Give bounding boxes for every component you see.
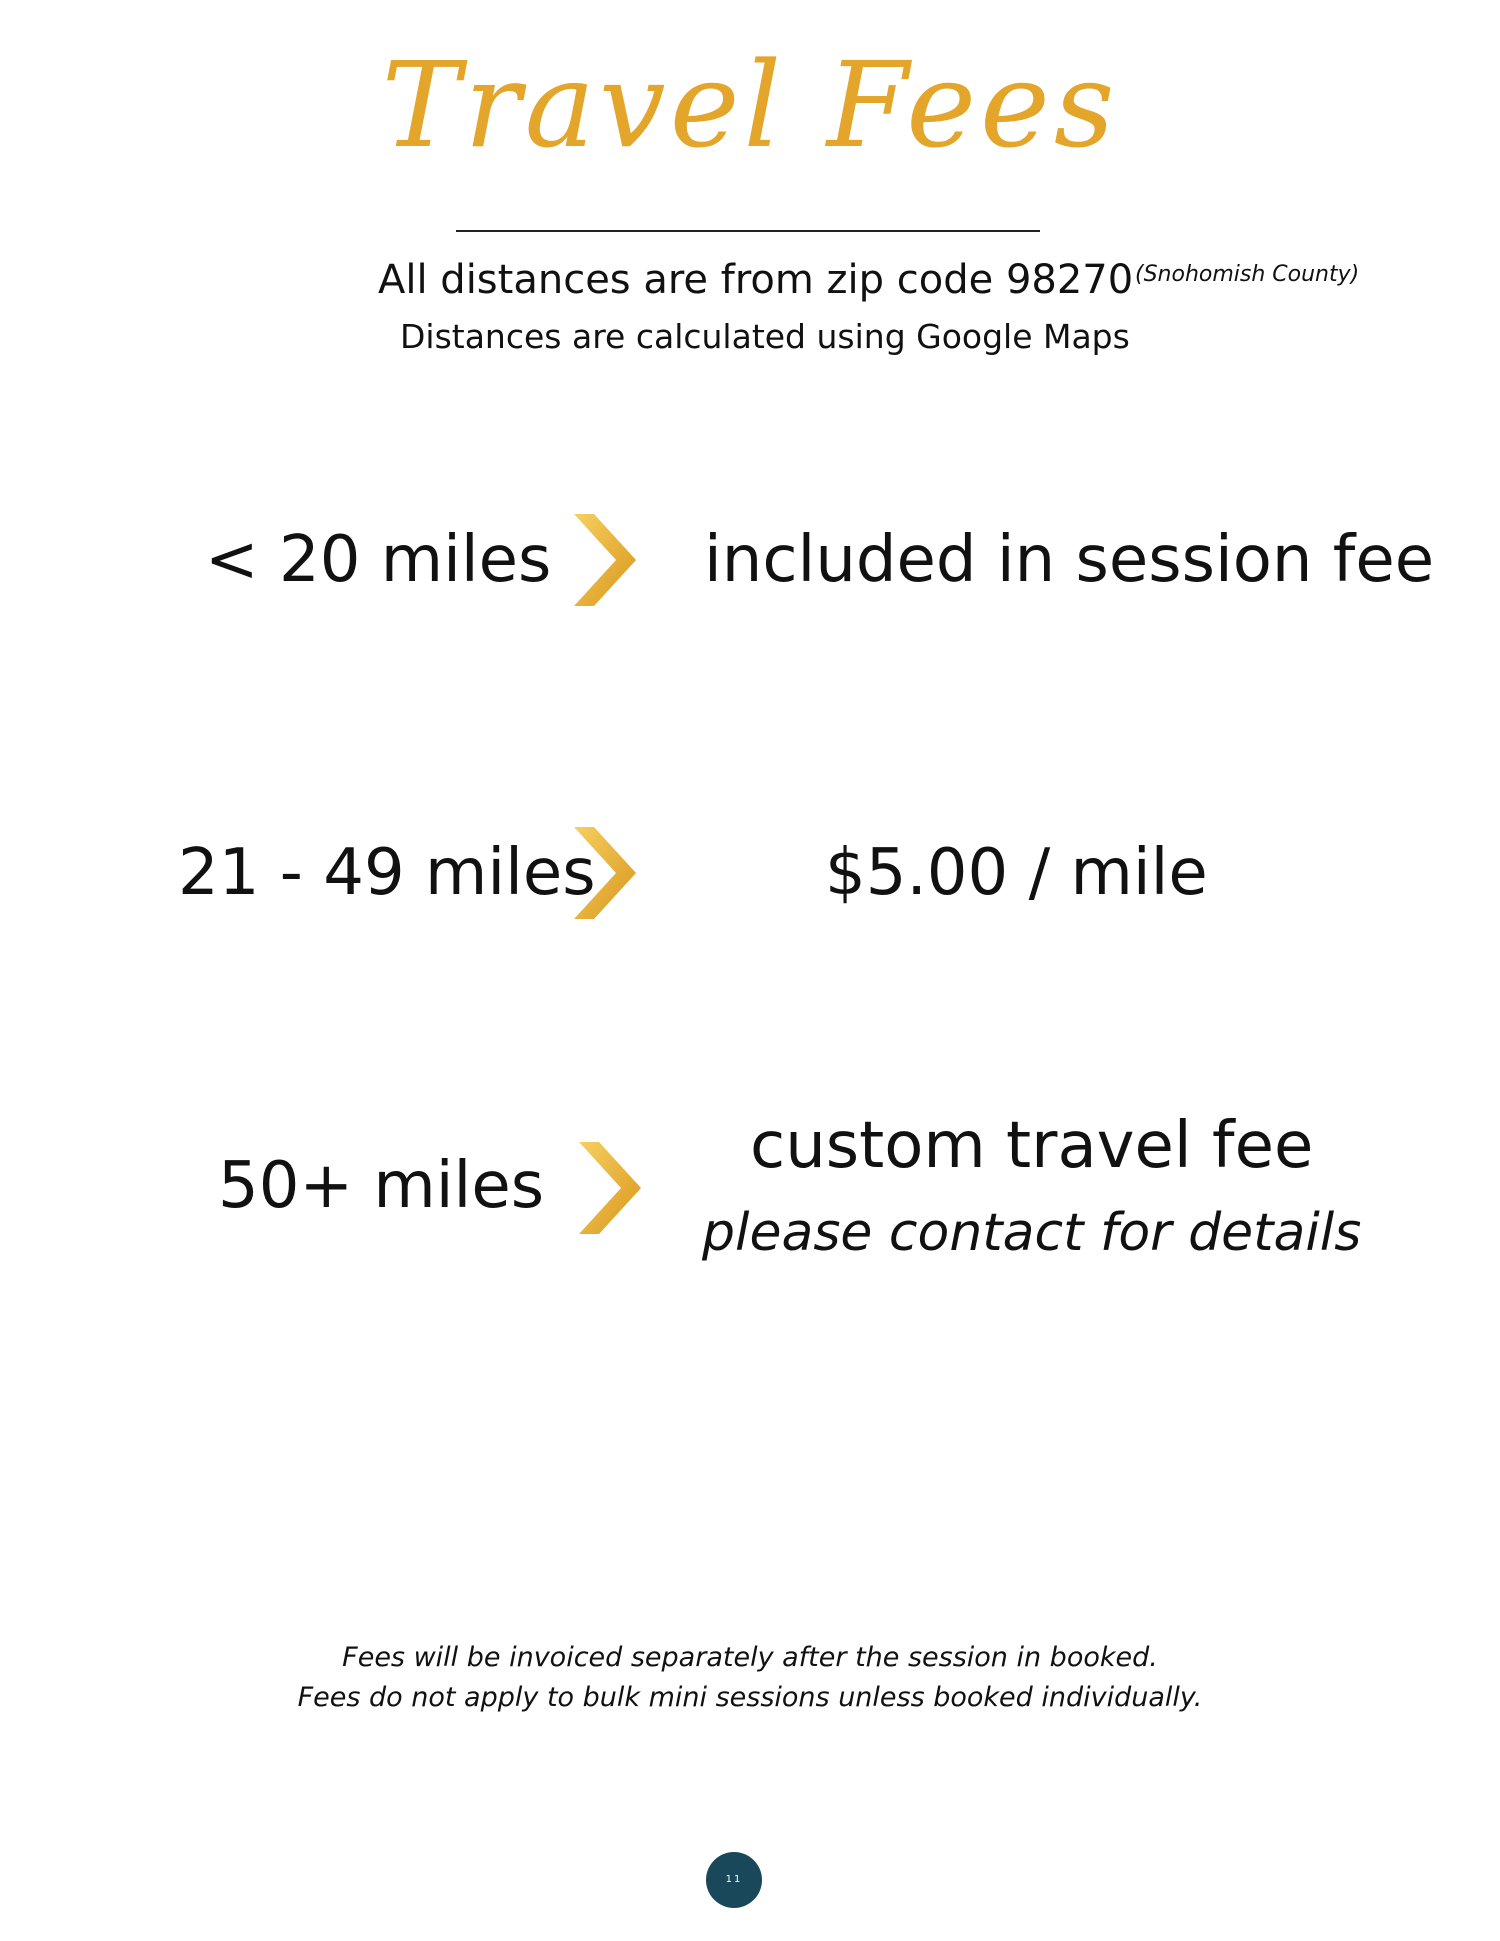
footer-note-mini-sessions: Fees do not apply to bulk mini sessions unless booked individually. (297, 1682, 1203, 1713)
chevron-right-icon (570, 823, 640, 923)
tier-1-distance: < 20 miles (205, 523, 552, 597)
title-divider (456, 230, 1040, 232)
chevron-right-icon (570, 510, 640, 610)
tier-2-distance: 21 - 49 miles (178, 836, 596, 910)
chevron-right-icon (575, 1138, 645, 1238)
page-title: Travel Fees (381, 36, 1119, 174)
page-number-badge: 11 (706, 1852, 762, 1908)
tier-3-fee-note: please contact for details (702, 1203, 1362, 1263)
tier-3-distance: 50+ miles (218, 1149, 545, 1223)
origin-county-note: (Snohomish County) (1135, 262, 1360, 287)
tier-2-fee: $5.00 / mile (825, 836, 1208, 910)
distance-method-text: Distances are calculated using Google Maps (400, 317, 1130, 356)
origin-zip-text: All distances are from zip code 98270 (378, 257, 1134, 303)
footer-note-invoicing: Fees will be invoiced separately after the session in booked. (342, 1642, 1158, 1673)
tier-1-fee: included in session fee (704, 523, 1435, 597)
tier-3-fee: custom travel fee (750, 1109, 1314, 1183)
